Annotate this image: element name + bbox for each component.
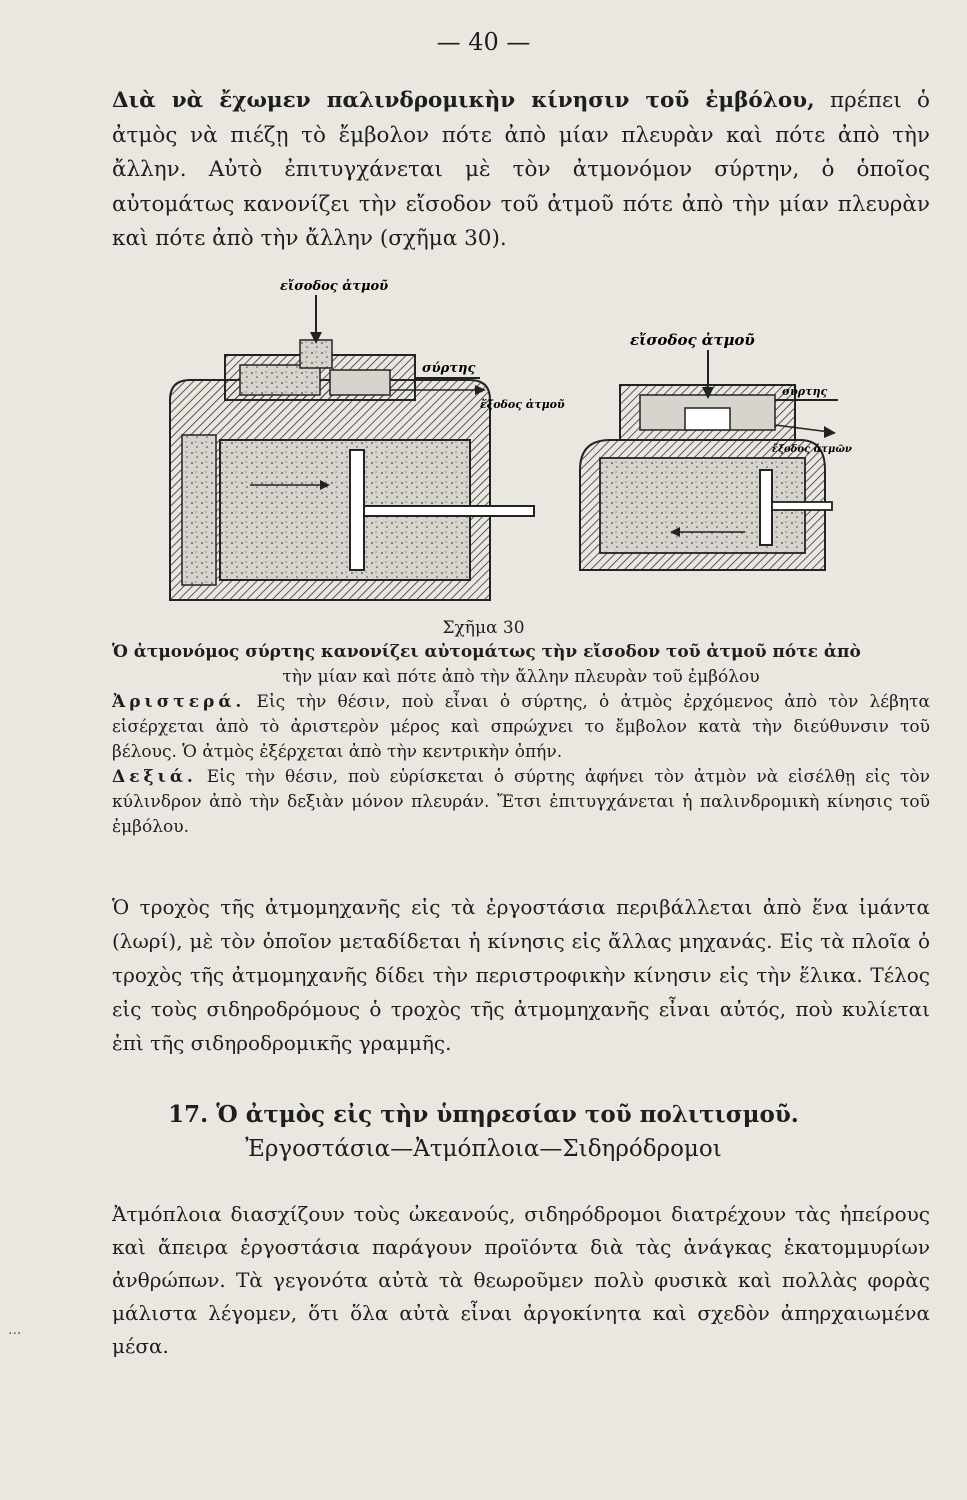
body-paragraph-2: Ὁ τροχὸς τῆς ἀτμομηχανῆς εἰς τὰ ἐργοστάσια περιβάλλεται ἀπὸ ἕνα ἱμάντα (λωρί), μὲ τὸν ὁποῖον μεταδίδεται ἡ κίνησις εἰς ἄλλας μηχανάς. Εἰς τὰ πλοῖα ὁ τροχὸς τῆς ἀτμομηχανῆς δίδει τὴν περιστροφικὴν κίνησιν εἰς τὴν ἕλικα. Τέλος εἰς τοὺς σιδηροδρόμους ὁ τροχὸς τῆς ἀτμομηχανῆς εἶναι αὐτός, ποὺ κυλίεται ἐπὶ τῆς σιδηροδρομικῆς γραμμῆς. xyxy=(112,895,930,1055)
right-label-inlet: εἴσοδος ἀτμοῦ xyxy=(630,331,755,349)
left-label-inlet: εἴσοδος ἀτμοῦ xyxy=(280,279,389,294)
caption-line-2: τὴν μίαν καὶ πότε ἀπὸ τὴν ἄλλην πλευρὰν τοῦ ἐμβόλου xyxy=(282,667,760,687)
intro-lead: Διὰ νὰ ἔχωμεν παλινδρομικὴν κίνησιν τοῦ ἐμβόλου, xyxy=(112,88,815,113)
figure-30-steam-slide-valve xyxy=(160,270,852,620)
intro-paragraph xyxy=(112,84,930,257)
section-number: 17. xyxy=(168,1101,209,1128)
section-heading xyxy=(0,1098,967,1166)
caption-left-text: Εἰς τὴν θέσιν, ποὺ εἶναι ὁ σύρτης, ὁ ἀτμὸς ἐρχόμενος ἀπὸ τὸν λέβητα εἰσέρχεται ἀπὸ τὸ ἀριστερὸν μέρος καὶ σπρώχνει το ἔμβολον κατὰ τὴν διεύθυνσιν τοῦ βέλους. Ὁ ἀτμὸς ἐξέρχεται ἀπὸ τὴν κεντρικὴν ὀπήν. xyxy=(112,692,930,762)
section-subtitle: Ἐργοστάσια—Ἀτμόπλοια—Σιδηρόδρομοι xyxy=(245,1136,722,1162)
caption-line-1: Ὁ ἀτμονόμος σύρτης κανονίζει αὐτομάτως τὴν εἴσοδον τοῦ ἀτμοῦ πότε ἀπὸ xyxy=(112,642,861,662)
left-label-outlet: ἔξοδος ἀτμοῦ xyxy=(480,398,565,411)
right-label-outlet: ἔξοδος ἀτμῶν xyxy=(772,444,852,455)
figure-caption xyxy=(112,640,930,840)
caption-right-word: Δεξιά. xyxy=(112,767,197,787)
section-title: Ὁ ἀτμὸς εἰς τὴν ὑπηρεσίαν τοῦ πολιτισμοῦ. xyxy=(216,1101,799,1128)
caption-right-text: Εἰς τὴν θέσιν, ποὺ εὑρίσκεται ὁ σύρτης ἀφήνει τὸν ἀτμὸν νὰ εἰσέλθῃ εἰς τὸν κύλινδρον ἀπὸ τὴν δεξιὰν μόνον πλευράν. Ἔτσι ἐπιτυγχάνεται ἡ παλινδρομικὴ κίνησις τοῦ ἐμβόλου. xyxy=(112,767,930,837)
right-diagram xyxy=(580,331,852,570)
caption-left xyxy=(112,690,930,765)
intro-rest: πρέπει ὁ ἀτμὸς νὰ πιέζῃ τὸ ἔμβολον πότε ἀπὸ μίαν πλευρὰν καὶ πότε ἀπὸ τὴν ἄλλην. Αὐτὸ ἐπιτυγχάνεται μὲ τὸν ἀτμονόμον σύρτην, ὁ ὁποῖος αὐτομάτως κανονίζει τὴν εἴσοδον τοῦ ἀτμοῦ πότε ἀπὸ τὴν μίαν πλευρὰν καὶ πότε ἀπὸ τὴν ἄλλην (σχῆμα 30). xyxy=(112,88,930,251)
section-title-line xyxy=(0,1098,967,1132)
margin-mark: ... xyxy=(8,1322,22,1338)
page-number: — 40 — xyxy=(436,28,531,56)
body-paragraph-3: Ἀτμόπλοια διασχίζουν τοὺς ὠκεανούς, σιδηρόδρομοι διατρέχουν τὰς ἠπείρους καὶ ἄπειρα ἐργοστάσια παράγουν προϊόντα διὰ τὰς ἀνάγκας ἑκατομμυρίων ἀνθρώπων. Τὰ γεγονότα αὐτὰ τὰ θεωροῦμεν πολὺ φυσικὰ καὶ πολλὰς φορὰς μάλιστα λέγομεν, ὅτι ὅλα αὐτὰ εἶναι ἀργοκίνητα καὶ σχεδὸν ἀπηρχαιωμένα μέσα. xyxy=(112,1202,930,1358)
figure-caption-title: Σχῆμα 30 xyxy=(442,618,525,638)
left-label-slide: σύρτης xyxy=(422,361,476,376)
right-label-slide: σύρτης xyxy=(782,385,828,398)
left-diagram xyxy=(170,278,565,600)
caption-right xyxy=(112,765,930,840)
caption-left-word: Ἀριστερά. xyxy=(112,692,246,712)
